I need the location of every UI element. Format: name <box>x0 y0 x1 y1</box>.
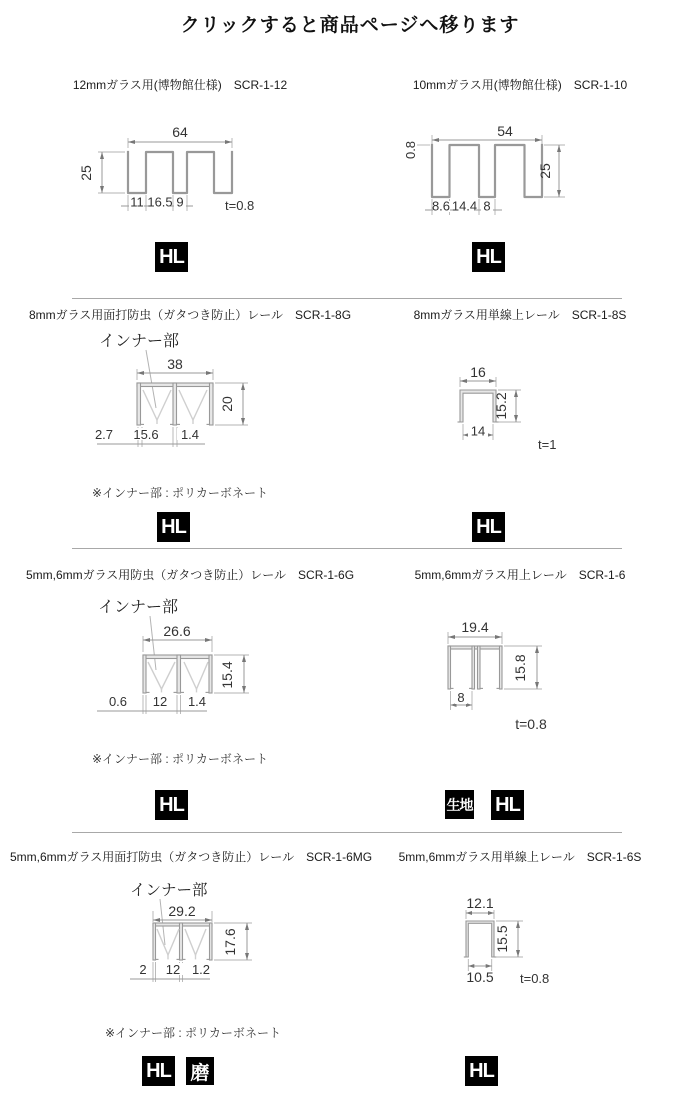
dim-b1: 14 <box>470 423 486 439</box>
row-divider <box>72 832 622 833</box>
dim-height: 20 <box>219 396 235 412</box>
dim-width: 64 <box>172 124 188 140</box>
badge-hl: HL <box>142 1056 175 1086</box>
product-title: 8mmガラス用単線上レール SCR-1-8S <box>413 308 627 322</box>
dim-height: 15.2 <box>493 392 509 420</box>
page-title: クリックすると商品ページへ移ります <box>180 15 520 36</box>
badge-hl: HL <box>472 512 505 542</box>
rail-profile-path <box>466 921 494 957</box>
badge-hl: HL <box>472 242 505 272</box>
inner-part-label: インナー部 <box>130 882 208 899</box>
dim-height: 25 <box>537 163 553 179</box>
profile-diagram-scr-1-6s <box>420 880 600 995</box>
dim-b1: 2.7 <box>94 427 114 442</box>
profile-diagram-scr-1-6mg <box>85 875 305 1010</box>
dim-height: 17.6 <box>222 928 238 956</box>
inner-material-note: ※インナー部 : ポリカーボネート <box>92 486 268 500</box>
dim-b3: 1.4 <box>180 427 200 442</box>
product-title: 10mmガラス用(博物館仕様) SCR-1-10 <box>412 78 628 92</box>
dim-width: 19.4 <box>461 619 489 635</box>
dim-width: 38 <box>167 356 183 372</box>
rail-profile-path <box>432 145 542 197</box>
dim-height: 15.5 <box>494 925 510 953</box>
dim-b1: 2 <box>139 962 147 977</box>
profile-diagram-scr-1-6g <box>85 592 295 732</box>
dim-width: 54 <box>497 123 513 139</box>
profile-diagram-scr-1-10 <box>395 118 585 218</box>
dim-thickness: t=0.8 <box>520 971 550 986</box>
row-divider <box>72 548 622 549</box>
dim-height: 25 <box>78 165 94 181</box>
dim-b1: 8 <box>457 690 465 705</box>
product-title: 8mmガラス用面打防虫（ガタつき防止）レール SCR-1-8G <box>28 308 352 322</box>
dim-width: 12.1 <box>466 895 494 911</box>
profile-diagram-scr-1-12 <box>75 118 265 218</box>
dim-top-thickness: 0.8 <box>403 140 418 160</box>
product-title: 5mm,6mmガラス用単線上レール SCR-1-6S <box>398 850 642 864</box>
row-divider <box>72 298 622 299</box>
dim-b2: 12 <box>165 962 181 977</box>
dim-b1: 8.6 <box>431 198 451 214</box>
dim-b2: 12 <box>152 694 168 709</box>
dim-width: 29.2 <box>168 903 196 919</box>
rail-profile-path <box>460 390 496 422</box>
inner-material-note: ※インナー部 : ポリカーボネート <box>105 1026 281 1040</box>
dim-thickness: t=1 <box>538 437 557 452</box>
rail-profile <box>137 383 213 425</box>
product-title: 5mm,6mmガラス用上レール SCR-1-6 <box>414 568 626 582</box>
badge-hl: HL <box>157 512 190 542</box>
dim-b3: 1.2 <box>191 962 211 977</box>
product-title: 12mmガラス用(博物館仕様) SCR-1-12 <box>72 78 288 92</box>
dim-height: 15.8 <box>512 654 528 682</box>
product-title: 5mm,6mmガラス用防虫（ガタつき防止）レール SCR-1-6G <box>25 568 355 582</box>
rail-profile <box>448 646 502 689</box>
dim-width: 16 <box>470 364 486 380</box>
inner-part-label: インナー部 <box>99 333 180 350</box>
badge-hl: HL <box>155 790 188 820</box>
dim-thickness: t=0.8 <box>225 198 255 213</box>
dim-b1: 0.6 <box>108 694 128 709</box>
dim-b3: 9 <box>176 194 184 210</box>
leader-line <box>150 616 156 670</box>
inner-material-note: ※インナー部 : ポリカーボネート <box>92 752 268 766</box>
dim-width: 26.6 <box>163 623 191 639</box>
badge-hl: HL <box>155 242 188 272</box>
dim-b1: 11 <box>130 194 144 210</box>
inner-part-label: インナー部 <box>98 599 179 616</box>
dim-thickness: t=0.8 <box>515 716 547 732</box>
rail-profile-path <box>128 152 232 193</box>
product-title: 5mm,6mmガラス用面打防虫（ガタつき防止）レール SCR-1-6MG <box>10 850 373 864</box>
profile-diagram-scr-1-8g <box>85 328 295 453</box>
dim-b1: 10.5 <box>466 969 494 985</box>
dim-height: 15.4 <box>219 661 235 689</box>
dim-b2: 14.4 <box>451 198 478 214</box>
dim-b3: 1.4 <box>187 694 207 709</box>
badge-kiji: 生地 <box>445 790 474 819</box>
badge-hl: HL <box>491 790 524 820</box>
profile-diagram-scr-1-8s <box>420 355 600 460</box>
dim-b3: 8 <box>483 198 491 214</box>
profile-diagram-scr-1-6 <box>420 590 600 745</box>
dim-b2: 16.5 <box>147 194 173 210</box>
dim-b2: 15.6 <box>133 427 159 442</box>
badge-migaki: 磨 <box>186 1057 214 1085</box>
badge-hl: HL <box>465 1056 498 1086</box>
